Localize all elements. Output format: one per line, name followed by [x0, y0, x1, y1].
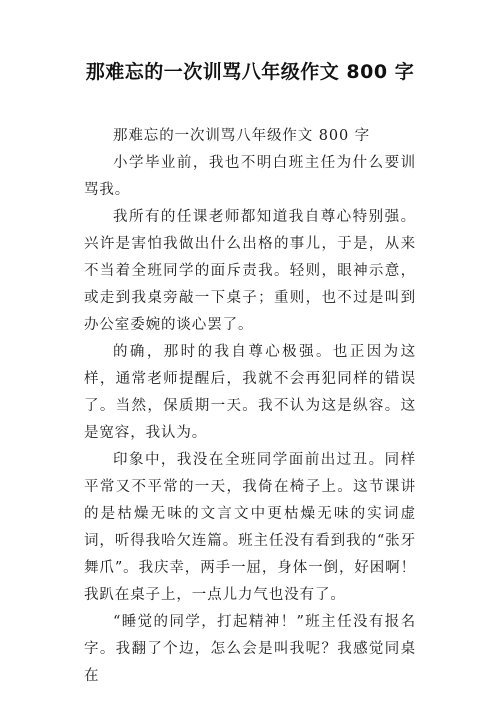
paragraph: “睡觉的同学，打起精神！”班主任没有报名字。我翻了个边，怎么会是叫我呢？我感觉同桌在 — [84, 614, 416, 684]
paragraph: 印象中，我没在全班同学面前出过丑。同样平常又不平常的一天，我倚在椅子上。这节课讲的是枯燥无味的文言文中更枯燥无味的实词虚词，听得我哈欠连篇。班主任没有看到我的“张牙舞爪”。我庆幸，两手一屈，身体一倒，好困啊！我趴在桌子上，一点儿力气也没有了。 — [84, 452, 416, 603]
document-title: 那难忘的一次训骂八年级作文 800 字 — [85, 61, 415, 83]
paragraph: 那难忘的一次训骂八年级作文 800 字 — [113, 128, 370, 144]
document-body — [84, 123, 416, 690]
paragraph: 我所有的任课老师都知道我自尊心特别强。兴许是害怕我做出什么出格的事儿，于是，从来不当着全班同学的面斥责我。轻则，眼神示意，或走到我桌旁敲一下桌子；重则，也不过是叫到办公室委婉的谈心罢了。 — [84, 209, 416, 333]
paragraph: 小学毕业前，我也不明白班主任为什么要训骂我。 — [84, 155, 416, 198]
paragraph: 的确，那时的我自尊心极强。也正因为这样，通常老师提醒后，我就不会再犯同样的错误了。当然，保质期一天。我不认为这是纵容。这是宽容，我认为。 — [84, 344, 416, 441]
